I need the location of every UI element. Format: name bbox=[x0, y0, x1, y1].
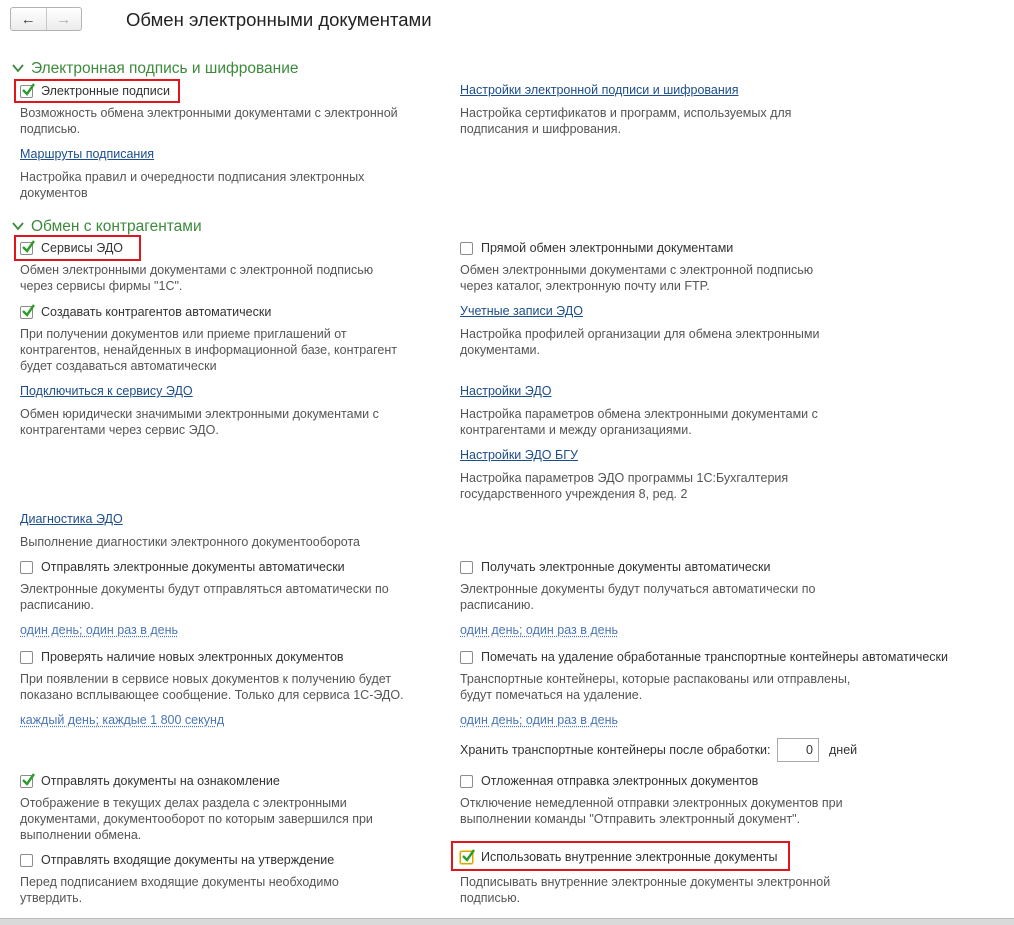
description: Отображение в текущих делах раздела с электронными документами, документооборот по которым завершился при выполнении обмена. bbox=[20, 796, 373, 842]
signature-settings-link[interactable]: Настройки электронной подписи и шифрования bbox=[460, 83, 739, 97]
navigation-buttons bbox=[10, 7, 82, 31]
description: Электронные документы будут получаться автоматически по расписанию. bbox=[460, 582, 816, 612]
send-auto-checkbox[interactable] bbox=[20, 560, 345, 574]
days-unit-label: дней bbox=[829, 743, 858, 757]
checkbox-label: Отложенная отправка электронных документов bbox=[481, 774, 759, 788]
check-new-schedule-link[interactable]: каждый день; каждые 1 800 секунд bbox=[20, 713, 225, 727]
description: Настройка параметров обмена электронными документами с контрагентами и между организациями. bbox=[460, 407, 818, 437]
checkbox-label: Получать электронные документы автоматически bbox=[481, 560, 771, 574]
direct-exchange-checkbox[interactable] bbox=[460, 241, 733, 255]
edo-settings-link[interactable]: Настройки ЭДО bbox=[460, 384, 552, 398]
signing-routes-link[interactable]: Маршруты подписания bbox=[20, 147, 155, 161]
checkbox-label: Создавать контрагентов автоматически bbox=[41, 305, 272, 319]
checkbox-box bbox=[460, 851, 473, 864]
section-signature-header[interactable] bbox=[11, 60, 299, 78]
checkmark-icon bbox=[20, 82, 36, 98]
arrow-left-icon: ← bbox=[20, 10, 36, 28]
section-title: Обмен с контрагентами bbox=[31, 218, 202, 235]
checkmark-icon bbox=[20, 772, 36, 788]
edo-bgu-settings-link[interactable]: Настройки ЭДО БГУ bbox=[460, 448, 578, 462]
arrow-right-icon: → bbox=[56, 10, 72, 28]
mark-delete-schedule-link[interactable]: один день; один раз в день bbox=[460, 713, 619, 727]
back-button[interactable] bbox=[11, 8, 46, 30]
checkbox-box bbox=[20, 561, 33, 574]
description: Настройка параметров ЭДО программы 1С:Бухгалтерия государственного учреждения 8, ред. 2 bbox=[460, 471, 789, 501]
description: Обмен юридически значимыми электронными документами с контрагентами через сервис ЭДО. bbox=[20, 407, 379, 437]
description: Подписывать внутренние электронные документы электронной подписью. bbox=[460, 875, 831, 905]
receive-schedule-link[interactable]: один день; один раз в день bbox=[460, 623, 619, 637]
description: Перед подписанием входящие документы необходимо утвердить. bbox=[20, 875, 339, 905]
send-incoming-checkbox[interactable] bbox=[20, 853, 334, 867]
description: Выполнение диагностики электронного документооборота bbox=[20, 535, 360, 549]
check-new-checkbox[interactable] bbox=[20, 650, 344, 664]
description: Обмен электронными документами с электронной подписью через каталог, электронную почту или FTP. bbox=[460, 263, 814, 293]
checkbox-label: Сервисы ЭДО bbox=[41, 241, 124, 255]
send-review-checkbox[interactable] bbox=[20, 774, 280, 788]
section-title: Электронная подпись и шифрование bbox=[31, 60, 299, 77]
keep-containers-label: Хранить транспортные контейнеры после обработки: bbox=[460, 743, 771, 757]
checkbox-box bbox=[460, 242, 473, 255]
description: Настройка профилей организации для обмена электронными документами. bbox=[460, 327, 820, 357]
description: Обмен электронными документами с электронной подписью через сервисы фирмы "1С". bbox=[20, 263, 374, 293]
chevron-down-icon bbox=[11, 219, 25, 233]
checkmark-icon bbox=[20, 239, 36, 255]
checkbox-box bbox=[460, 775, 473, 788]
description: Электронные документы будут отправляться автоматически по расписанию. bbox=[20, 582, 389, 612]
checkbox-box bbox=[20, 306, 33, 319]
delayed-send-checkbox[interactable] bbox=[460, 774, 758, 788]
checkmark-icon bbox=[20, 303, 36, 319]
checkbox-box bbox=[460, 651, 473, 664]
checkbox-box bbox=[460, 561, 473, 574]
checkbox-label: Отправлять входящие документы на утверждение bbox=[41, 853, 335, 867]
edo-services-checkbox[interactable] bbox=[20, 241, 123, 255]
checkbox-box bbox=[20, 854, 33, 867]
checkbox-label: Помечать на удаление обработанные транспортные контейнеры автоматически bbox=[481, 650, 948, 664]
checkbox-label: Электронные подписи bbox=[41, 84, 170, 98]
description: При появлении в сервисе новых документов к получению будет показано всплывающее сообщение. Только для сервиса 1С-ЭДО. bbox=[20, 672, 404, 702]
checkbox-label: Отправлять электронные документы автоматически bbox=[41, 560, 345, 574]
connect-edo-link[interactable]: Подключиться к сервису ЭДО bbox=[20, 384, 193, 398]
checkbox-label: Проверять наличие новых электронных документов bbox=[41, 650, 344, 664]
auto-counterparties-checkbox[interactable] bbox=[20, 305, 271, 319]
checkbox-box bbox=[20, 775, 33, 788]
send-schedule-link[interactable]: один день; один раз в день bbox=[20, 623, 179, 637]
checkbox-box bbox=[20, 85, 33, 98]
checkbox-label: Отправлять документы на ознакомление bbox=[41, 774, 280, 788]
description: При получении документов или приеме приглашений от контрагентов, ненайденных в информационной базе, контрагент будет создаваться автоматически bbox=[20, 327, 397, 373]
digital-signatures-checkbox[interactable] bbox=[20, 84, 170, 98]
checkbox-label: Прямой обмен электронными документами bbox=[481, 241, 734, 255]
description: Отключение немедленной отправки электронных документов при выполнении команды "Отправить электронный документ". bbox=[460, 796, 843, 826]
keep-containers-input[interactable]: 0 bbox=[777, 738, 819, 762]
receive-auto-checkbox[interactable] bbox=[460, 560, 771, 574]
checkbox-box bbox=[20, 651, 33, 664]
description: Настройка сертификатов и программ, используемых для подписания и шифрования. bbox=[460, 106, 792, 136]
chevron-down-icon bbox=[11, 61, 25, 75]
description: Транспортные контейнеры, которые распакованы или отправлены, будут помечаться на удаление. bbox=[460, 672, 851, 702]
edo-diagnostics-link[interactable]: Диагностика ЭДО bbox=[20, 512, 123, 526]
description: Возможность обмена электронными документами с электронной подписью. bbox=[20, 106, 398, 136]
checkbox-label: Использовать внутренние электронные документы bbox=[481, 850, 778, 864]
description: Настройка правил и очередности подписания электронных документов bbox=[20, 170, 365, 200]
checkmark-icon bbox=[460, 848, 476, 864]
page-title: Обмен электронными документами bbox=[126, 9, 432, 30]
forward-button[interactable] bbox=[46, 8, 82, 30]
internal-docs-checkbox[interactable] bbox=[460, 850, 777, 864]
edo-accounts-link[interactable]: Учетные записи ЭДО bbox=[460, 304, 583, 318]
mark-delete-checkbox[interactable] bbox=[460, 650, 948, 664]
section-counterparties-header[interactable] bbox=[11, 218, 202, 236]
checkbox-box bbox=[20, 242, 33, 255]
